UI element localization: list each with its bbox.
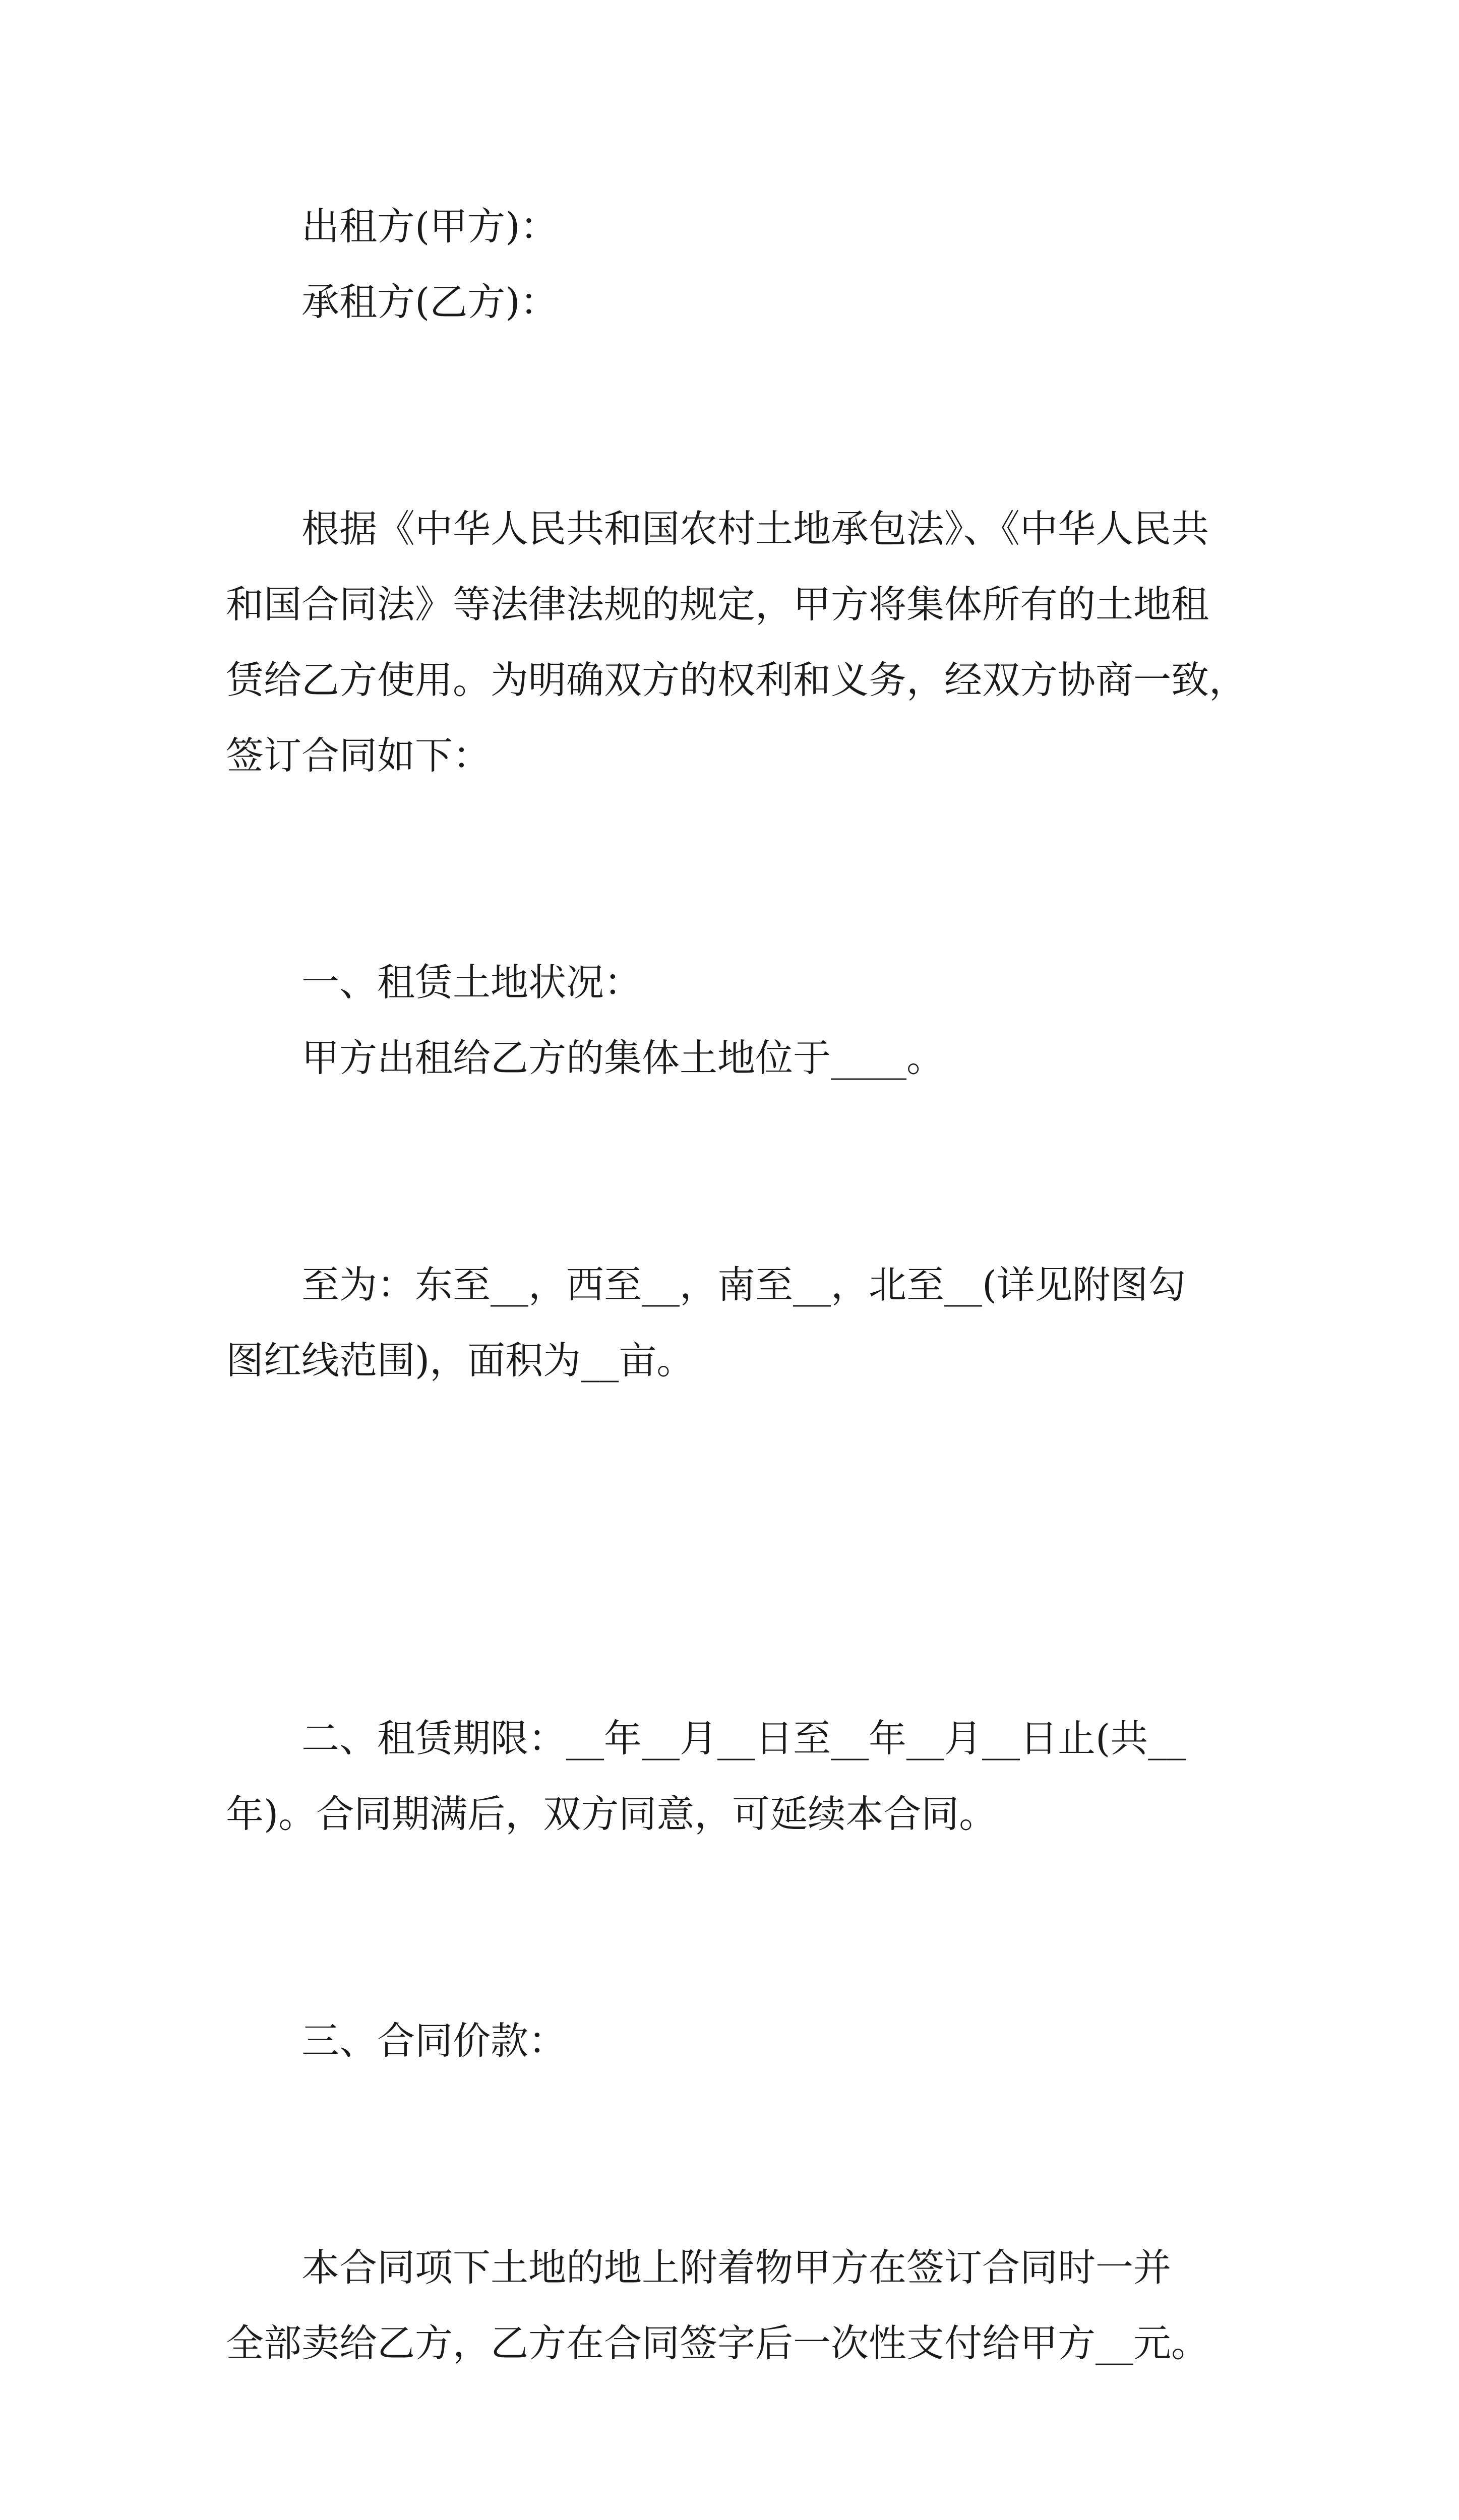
section-heading-price [226,2003,1254,2078]
land-location-paragraph [226,1020,1254,1096]
text-line: 全部卖给乙方，乙方在合同签字后一次性支付给甲方__元。 [226,2321,1209,2365]
text-line: 出租方(甲方)： [301,204,558,248]
text-line: 甲方出租给乙方的集体土地位于____。 [301,1036,945,1080]
land-boundary-paragraph [226,1096,1254,1549]
text-line: 年)。合同期满后，双方同意，可延续本合同。 [226,1792,997,1836]
price-paragraph [226,2078,1254,2520]
text-line: 和国合同法》等法律法规的规定，甲方将集体所有的土地租 [226,582,1209,626]
text-line: 本合同项下土地的地上附着物甲方在签订合同时一并 [301,2245,1172,2290]
section-heading-land [226,944,1254,1020]
text-line: 至为：东至__，西至__，南至__，北至__(详见附图勾 [301,1263,1186,1307]
text-line: 一、租赁土地状况： [301,960,642,1004]
lessee-line [226,264,1254,340]
lessor-line [226,188,1254,264]
text-line: 根据《中华人民共和国农村土地承包法》、《中华人民共 [301,507,1209,551]
text-line: 图红线范围)，面积为__亩。 [226,1338,695,1382]
text-line: 签订合同如下： [226,733,491,778]
text-line: 赁给乙方使用。为明确双方的权利和义务，经双方协商一致， [226,658,1247,702]
lease-term-paragraph [226,1549,1254,2003]
contract-body [226,188,1254,2520]
text-line: 三、合同价款： [301,2019,567,2063]
text-line: 二、租赁期限：__年__月__日至__年__月__日止(共__ [301,1716,1186,1760]
text-line: 承租方(乙方)： [301,280,558,324]
preamble-paragraph [226,340,1254,944]
